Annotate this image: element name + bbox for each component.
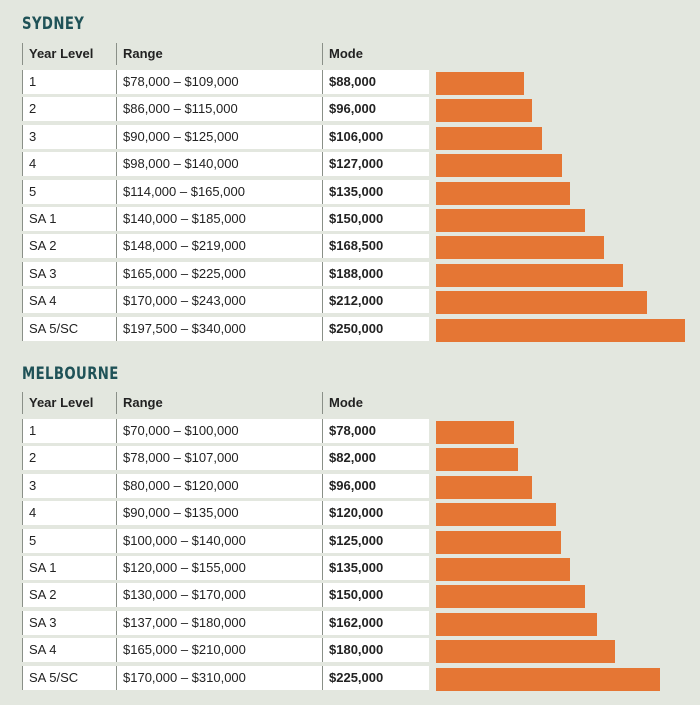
table-row xyxy=(22,317,700,341)
mode-cell: $135,000 xyxy=(322,180,429,204)
mode-bar xyxy=(436,291,647,314)
mode-cell: $150,000 xyxy=(322,207,429,231)
table-row xyxy=(22,446,700,470)
table-row xyxy=(22,666,700,690)
range-cell: $120,000 – $155,000 xyxy=(116,556,322,580)
mode-bar xyxy=(436,448,518,471)
table-row xyxy=(22,289,700,313)
table-row xyxy=(22,125,700,149)
mode-bar xyxy=(436,127,542,150)
mode-cell: $82,000 xyxy=(322,446,429,470)
range-cell: $170,000 – $243,000 xyxy=(116,289,322,313)
mode-bar xyxy=(436,531,561,554)
table-row xyxy=(22,262,700,286)
year-level-cell: 2 xyxy=(22,446,116,470)
mode-bar xyxy=(436,182,570,205)
range-cell: $90,000 – $135,000 xyxy=(116,501,322,525)
year-level-cell: 3 xyxy=(22,125,116,149)
mode-bar xyxy=(436,72,524,95)
table-row xyxy=(22,556,700,580)
range-cell: $197,500 – $340,000 xyxy=(116,317,322,341)
table-row xyxy=(22,152,700,176)
year-level-cell: 4 xyxy=(22,501,116,525)
year-level-cell: SA 1 xyxy=(22,207,116,231)
year-level-cell: SA 2 xyxy=(22,234,116,258)
range-cell: $98,000 – $140,000 xyxy=(116,152,322,176)
range-cell: $130,000 – $170,000 xyxy=(116,583,322,607)
melbourne-header xyxy=(22,392,429,414)
range-cell: $100,000 – $140,000 xyxy=(116,529,322,553)
range-cell: $78,000 – $109,000 xyxy=(116,70,322,94)
range-cell: $80,000 – $120,000 xyxy=(116,474,322,498)
mode-bar xyxy=(436,613,597,636)
mode-bar xyxy=(436,154,562,177)
header-year-level: Year Level xyxy=(22,392,93,414)
range-cell: $165,000 – $225,000 xyxy=(116,262,322,286)
mode-bar xyxy=(436,209,585,232)
table-row xyxy=(22,70,700,94)
range-cell: $86,000 – $115,000 xyxy=(116,97,322,121)
table-row xyxy=(22,501,700,525)
year-level-cell: SA 5/SC xyxy=(22,666,116,690)
year-level-cell: 5 xyxy=(22,180,116,204)
year-level-cell: 2 xyxy=(22,97,116,121)
mode-cell: $150,000 xyxy=(322,583,429,607)
year-level-cell: 3 xyxy=(22,474,116,498)
mode-bar xyxy=(436,558,570,581)
mode-cell: $96,000 xyxy=(322,97,429,121)
year-level-cell: 1 xyxy=(22,419,116,443)
mode-bar xyxy=(436,319,685,342)
mode-cell: $106,000 xyxy=(322,125,429,149)
year-level-cell: 1 xyxy=(22,70,116,94)
year-level-cell: 5 xyxy=(22,529,116,553)
range-cell: $90,000 – $125,000 xyxy=(116,125,322,149)
mode-bar xyxy=(436,264,623,287)
sydney-header xyxy=(22,43,429,65)
range-cell: $170,000 – $310,000 xyxy=(116,666,322,690)
sydney-title: SYDNEY xyxy=(22,14,85,34)
mode-bar xyxy=(436,476,532,499)
mode-cell: $120,000 xyxy=(322,501,429,525)
mode-cell: $188,000 xyxy=(322,262,429,286)
table-row xyxy=(22,180,700,204)
year-level-cell: 4 xyxy=(22,152,116,176)
year-level-cell: SA 1 xyxy=(22,556,116,580)
table-row xyxy=(22,234,700,258)
mode-cell: $225,000 xyxy=(322,666,429,690)
table-row xyxy=(22,474,700,498)
year-level-cell: SA 3 xyxy=(22,262,116,286)
mode-bar xyxy=(436,236,604,259)
range-cell: $114,000 – $165,000 xyxy=(116,180,322,204)
mode-cell: $96,000 xyxy=(322,474,429,498)
year-level-cell: SA 2 xyxy=(22,583,116,607)
mode-bar xyxy=(436,585,585,608)
mode-bar xyxy=(436,99,532,122)
range-cell: $140,000 – $185,000 xyxy=(116,207,322,231)
year-level-cell: SA 5/SC xyxy=(22,317,116,341)
mode-bar xyxy=(436,668,660,691)
year-level-cell: SA 4 xyxy=(22,638,116,662)
year-level-cell: SA 4 xyxy=(22,289,116,313)
mode-cell: $162,000 xyxy=(322,611,429,635)
header-mode: Mode xyxy=(322,43,363,65)
header-range: Range xyxy=(116,392,163,414)
range-cell: $148,000 – $219,000 xyxy=(116,234,322,258)
mode-cell: $88,000 xyxy=(322,70,429,94)
table-row xyxy=(22,97,700,121)
range-cell: $165,000 – $210,000 xyxy=(116,638,322,662)
year-level-cell: SA 3 xyxy=(22,611,116,635)
mode-cell: $78,000 xyxy=(322,419,429,443)
table-row xyxy=(22,529,700,553)
table-row xyxy=(22,207,700,231)
range-cell: $70,000 – $100,000 xyxy=(116,419,322,443)
mode-cell: $127,000 xyxy=(322,152,429,176)
mode-cell: $125,000 xyxy=(322,529,429,553)
mode-cell: $135,000 xyxy=(322,556,429,580)
mode-cell: $180,000 xyxy=(322,638,429,662)
mode-cell: $212,000 xyxy=(322,289,429,313)
table-row xyxy=(22,583,700,607)
table-row xyxy=(22,638,700,662)
table-row xyxy=(22,419,700,443)
mode-bar xyxy=(436,640,615,663)
melbourne-title: MELBOURNE xyxy=(22,364,119,384)
range-cell: $137,000 – $180,000 xyxy=(116,611,322,635)
header-year-level: Year Level xyxy=(22,43,93,65)
mode-bar xyxy=(436,503,556,526)
mode-cell: $168,500 xyxy=(322,234,429,258)
header-range: Range xyxy=(116,43,163,65)
header-mode: Mode xyxy=(322,392,363,414)
mode-cell: $250,000 xyxy=(322,317,429,341)
mode-bar xyxy=(436,421,514,444)
range-cell: $78,000 – $107,000 xyxy=(116,446,322,470)
table-row xyxy=(22,611,700,635)
